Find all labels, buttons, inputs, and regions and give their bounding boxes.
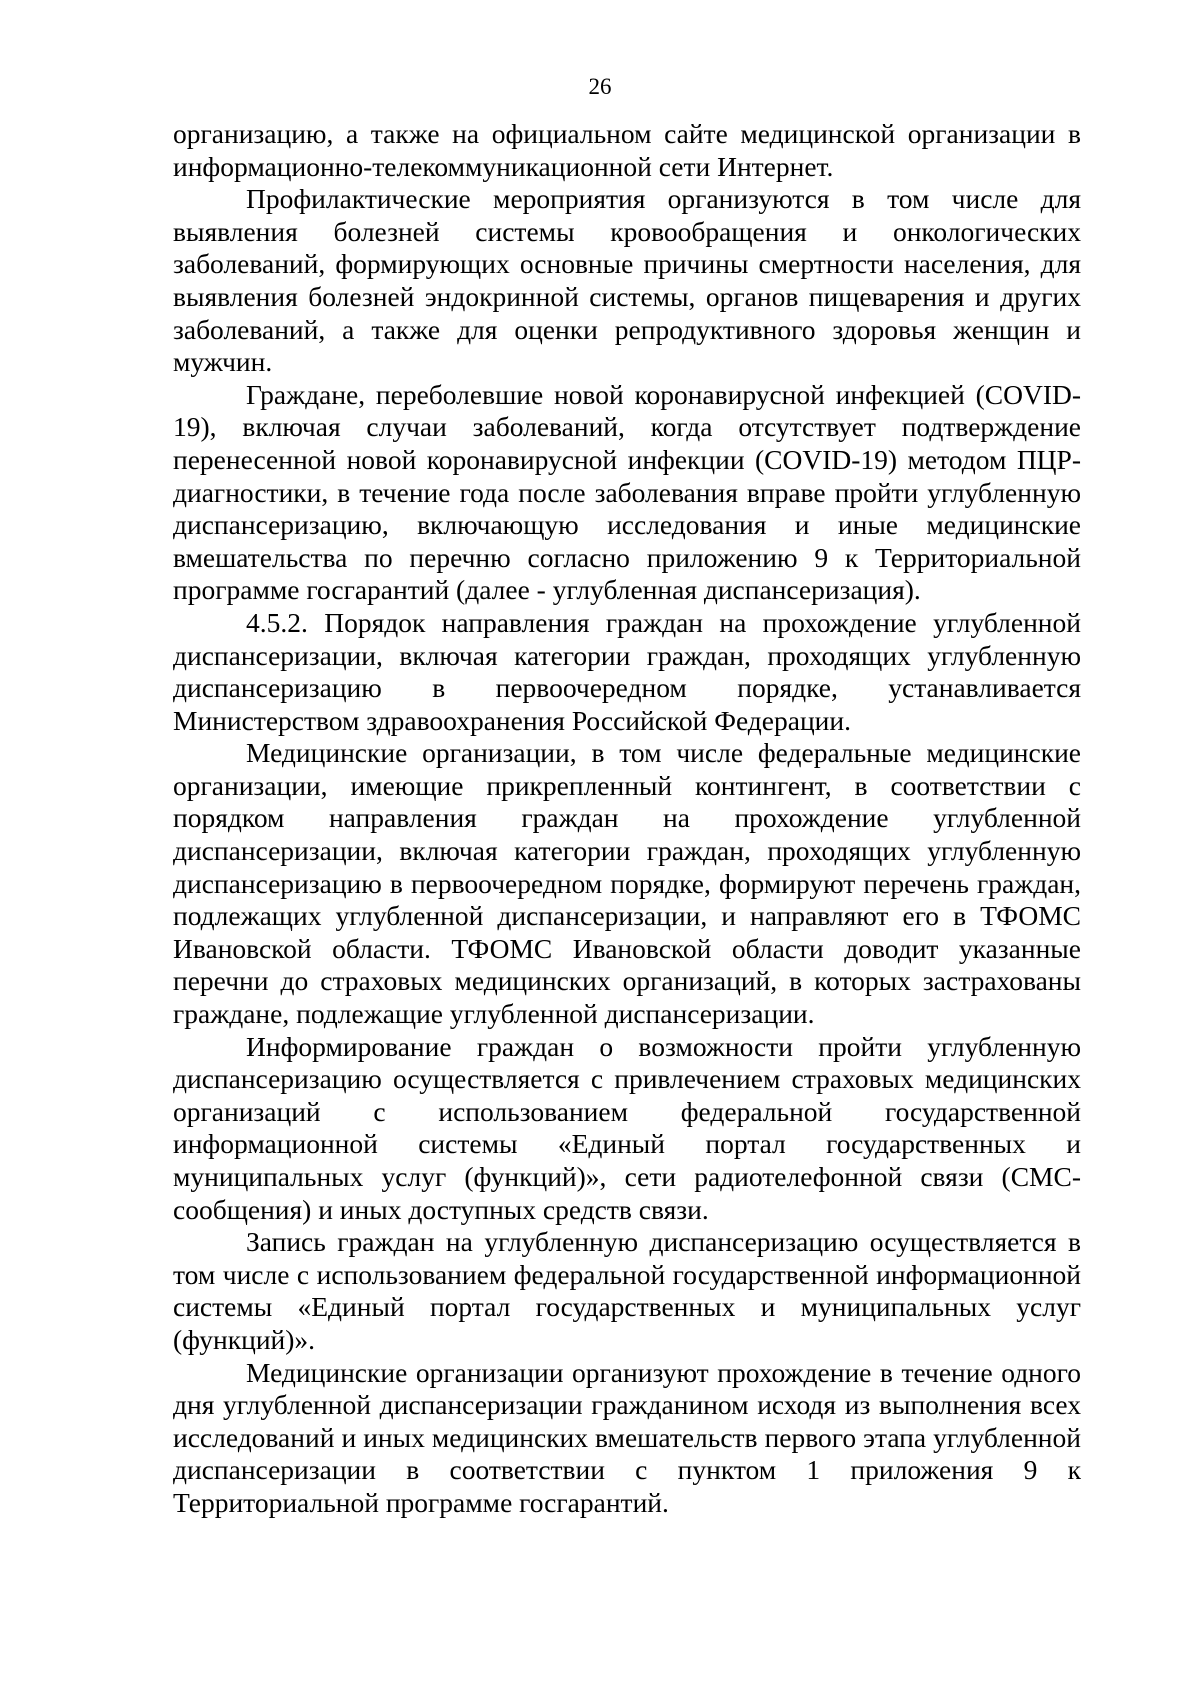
paragraph-registration: Запись граждан на углубленную диспансеризацию осуществляется в том числе с использованием федеральной государственной информационной системы «Единый портал государственных и муниципальных услуг (функций)». [173, 1226, 1081, 1355]
paragraph-preventive-measures: Профилактические мероприятия организуются в том числе для выявления болезней системы кровообращения и онкологических заболеваний, формирующих основные причины смертности населения, для выявления болезней эндокринной системы, органов пищеварения и других заболеваний, а также для оценки репродуктивного здоровья женщин и мужчин. [173, 183, 1081, 378]
paragraph-medical-organizations: Медицинские организации, в том числе федеральные медицинские организации, имеющие прикрепленный контингент, в соответствии с порядком направления граждан на прохождение углубленной диспансеризации, включая категории граждан, проходящих углубленную диспансеризацию в первоочередном порядке, формируют перечень граждан, подлежащих углубленной диспансеризации, и направляют его в ТФОМС Ивановской области. ТФОМС Ивановской области доводит указанные перечни до страховых медицинских организаций, в которых застрахованы граждане, подлежащие углубленной диспансеризации. [173, 737, 1081, 1030]
document-body [173, 118, 1081, 1520]
paragraph-continuation: организацию, а также на официальном сайте медицинской организации в информационно-телекоммуникационной сети Интернет. [173, 118, 1081, 182]
page-number: 26 [588, 74, 612, 99]
paragraph-4-5-2: 4.5.2. Порядок направления граждан на прохождение углубленной диспансеризации, включая категории граждан, проходящих углубленную диспансеризацию в первоочередном порядке, устанавливается Министерством здравоохранения Российской Федерации. [173, 606, 1081, 736]
paragraph-covid-recovered: Граждане, переболевшие новой коронавирусной инфекцией (COVID-19), включая случаи заболеваний, когда отсутствует подтверждение перенесенной новой коронавирусной инфекции (COVID-19) методом ПЦР-диагностики, в течение года после заболевания вправе пройти углубленную диспансеризацию, включающую исследования и иные медицинские вмешательства по перечню согласно приложению 9 к Территориальной программе госгарантий (далее - углубленная диспансеризация). [173, 378, 1081, 606]
paragraph-one-day-exam: Медицинские организации организуют прохождение в течение одного дня углубленной диспансеризации гражданином исходя из выполнения всех исследований и иных медицинских вмешательств первого этапа углубленной диспансеризации в соответствии с пунктом 1 приложения 9 к Территориальной программе госгарантий. [173, 1356, 1081, 1518]
paragraph-informing-citizens: Информирование граждан о возможности пройти углубленную диспансеризацию осуществляется с привлечением страховых медицинских организаций с использованием федеральной государственной информационной системы «Единый портал государственных и муниципальных услуг (функций)», сети радиотелефонной связи (СМС-сообщения) и иных доступных средств связи. [173, 1030, 1081, 1225]
